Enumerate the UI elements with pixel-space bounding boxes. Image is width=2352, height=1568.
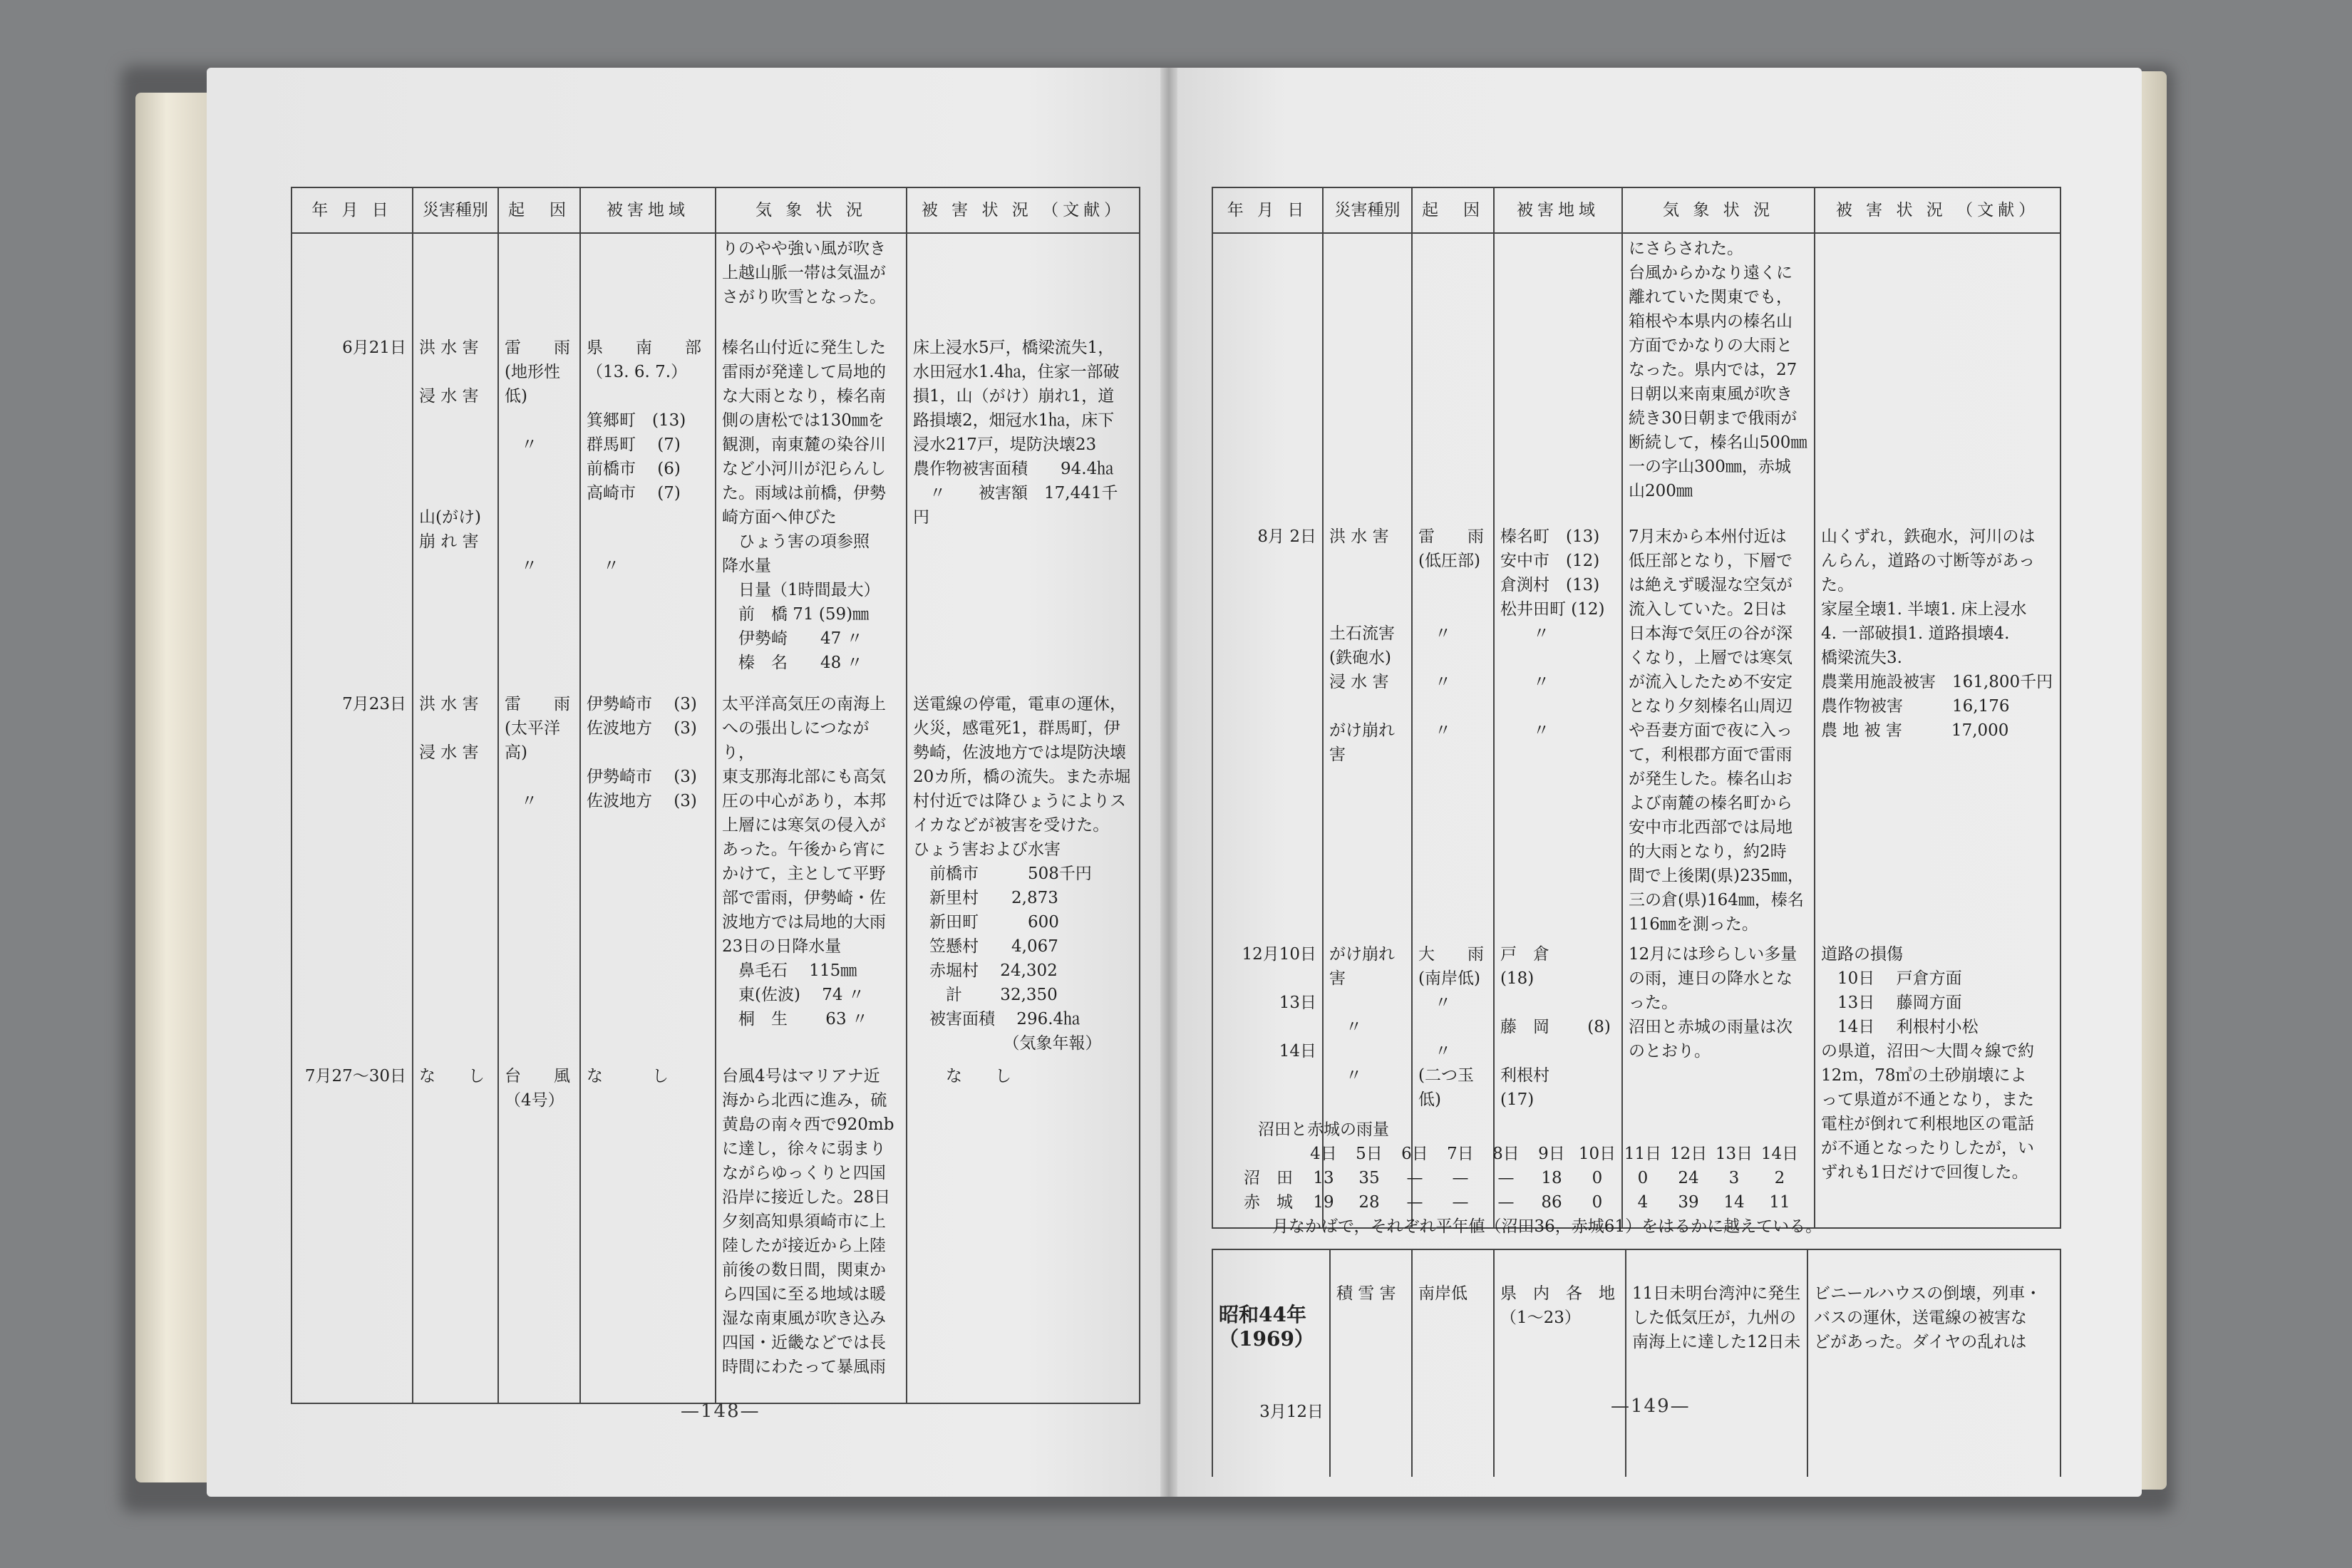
left-disaster-table bbox=[291, 187, 1140, 1404]
row-cause bbox=[1412, 233, 1494, 522]
page-edges-left bbox=[135, 93, 214, 1482]
table-row bbox=[1212, 522, 2060, 939]
rain-value: 0 bbox=[1592, 1169, 1603, 1187]
row-date: 3月12日 bbox=[1259, 1403, 1324, 1421]
rain-value: — bbox=[1497, 1193, 1515, 1212]
row-weather: 11日未明台湾沖に発生 した低気圧が，九州の 南海上に達した12日未 bbox=[1626, 1249, 1807, 1477]
header-damage: 被 害 状 況 （文献） bbox=[1815, 187, 2060, 233]
row-type bbox=[1323, 233, 1412, 522]
table-row bbox=[1212, 233, 2060, 522]
day-label: 12日 bbox=[1669, 1145, 1708, 1163]
day-label: 7日 bbox=[1447, 1145, 1474, 1163]
row-weather: にさらされた。 台風からかなり遠くに 離れていた関東でも， 箱根や本県内の榛名山 方面でかなりの大雨と なった。県内では，27 日朝以来南東風が吹き 続き30日朝まで俄雨が 断続して，榛名山500㎜ 一の字山300㎜，赤城 山200㎜ bbox=[1622, 233, 1815, 522]
rain-value: 28 bbox=[1358, 1193, 1380, 1212]
row-weather: 7月末から本州付近は 低圧部となり，下層で は絶えず暖湿な空気が 流入していた。2日は 日本海で気圧の谷が深 くなり，上層では寒気 が流入したため不安定 となり夕刻榛名山周辺 や吾妻方面で夜に入っ て，利根郡方面で雷雨 が発生した。榛名山お よび南麓の榛名町から 安中市北西部では局地 的大雨となり，約2時 間で上後閑(県)235㎜， 三の倉(県)164㎜，榛名 116㎜を測った。 bbox=[1622, 522, 1815, 939]
row-type bbox=[413, 233, 498, 333]
rain-value: 0 bbox=[1637, 1169, 1649, 1187]
rain-value: — bbox=[1497, 1169, 1515, 1187]
table-row bbox=[292, 333, 1140, 689]
rain-value: 19 bbox=[1313, 1193, 1334, 1212]
table-row bbox=[1212, 1249, 2060, 1477]
row-date: 6月21日 bbox=[292, 333, 413, 689]
row-damage: 床上浸水5戸，橋梁流失1， 水田冠水1.4㏊，住家一部破 損1，山（がけ）崩れ1，道 路損壊2，畑冠水1㏊，床下 浸水217戸，堤防決壊23 農作物被害面積 94.4㏊ 〃 被害額 17,441千円 bbox=[907, 333, 1140, 689]
day-label: 14日 bbox=[1760, 1145, 1799, 1163]
row-area: 県 内 各 地 （1～23） bbox=[1494, 1249, 1626, 1477]
row-weather: りのやや強い風が吹き 上越山脈一帯は気温が さがり吹雪となった。 bbox=[716, 233, 907, 333]
rain-value: 0 bbox=[1592, 1193, 1603, 1212]
row-date bbox=[1212, 233, 1323, 522]
day-label: 5日 bbox=[1356, 1145, 1383, 1163]
rainfall-row-akagi bbox=[1244, 1190, 2056, 1214]
row-damage bbox=[1815, 233, 2060, 522]
header-weather: 気 象 状 況 bbox=[716, 187, 907, 233]
header-damage: 被 害 状 況 （文献） bbox=[907, 187, 1140, 233]
day-label: 11日 bbox=[1624, 1145, 1662, 1163]
row-area: な し bbox=[580, 1061, 716, 1403]
day-label: 6日 bbox=[1401, 1145, 1428, 1163]
rain-value: 4 bbox=[1637, 1193, 1649, 1212]
table-row bbox=[292, 689, 1140, 1061]
row-cause: 雷 雨 (太平洋高) 〃 bbox=[498, 689, 580, 1061]
left-header-row bbox=[292, 187, 1140, 233]
row-type: がけ崩れ害 〃 〃 bbox=[1323, 939, 1412, 1228]
day-label: 4日 bbox=[1310, 1145, 1337, 1163]
row-area: 県 南 部 （13. 6. 7.） 箕郷町 (13) 群馬町 (7) 前橋市 (6) 高崎市 (7) 〃 bbox=[580, 333, 716, 689]
rain-value: — bbox=[1452, 1169, 1469, 1187]
row-date: 8月 2日 bbox=[1212, 522, 1323, 939]
row-weather: 榛名山付近に発生した 雷雨が発達して局地的 な大雨となり，榛名南 側の唐松では130㎜を 観測，南東麓の染谷川 など小河川が氾らんし た。雨域は前橋，伊勢 崎方面へ伸びた ひょう害の項参照 降水量 日量（1時間最大） 前 橋 71 (59)㎜ 伊勢崎 47 〃 榛 名 48 〃 bbox=[716, 333, 907, 689]
row-cause: 雷 雨 (地形性低) 〃 〃 bbox=[498, 333, 580, 689]
row-date: 7月27～30日 bbox=[292, 1061, 413, 1403]
rain-value: 18 bbox=[1541, 1169, 1562, 1187]
rainfall-note: 月なかばで，それぞれ平年値（沼田36，赤城61）をはるかに越えている。 bbox=[1272, 1217, 1822, 1236]
row-damage: 道路の損傷 10日 戸倉方面 13日 藤岡方面 14日 利根村小松 の県道，沼田～大間々線で約 12ｍ，78㎥の土砂崩壊によ って県道が不通となり，また 電柱が倒れて利根地区の電話 が不通となったりしたが，い ずれも1日だけで回復した。 bbox=[1815, 939, 2060, 1228]
rain-value: — bbox=[1406, 1169, 1423, 1187]
table-row bbox=[292, 233, 1140, 333]
row-type: 洪 水 害 浸 水 害 山(がけ) 崩 れ 害 bbox=[413, 333, 498, 689]
header-date: 年 月 日 bbox=[1212, 187, 1323, 233]
row-type: な し bbox=[413, 1061, 498, 1403]
row-damage bbox=[907, 233, 1140, 333]
header-area: 被害地域 bbox=[580, 187, 716, 233]
left-page-number: —148— bbox=[681, 1401, 760, 1422]
rainfall-days-row bbox=[1244, 1142, 2056, 1166]
row-cause bbox=[498, 233, 580, 333]
header-type: 災害種別 bbox=[413, 187, 498, 233]
row-area bbox=[580, 233, 716, 333]
row-type: 洪 水 害 浸 水 害 bbox=[413, 689, 498, 1061]
rain-value: 86 bbox=[1541, 1193, 1562, 1212]
header-cause: 起 因 bbox=[498, 187, 580, 233]
header-area: 被害地域 bbox=[1494, 187, 1622, 233]
rain-value: — bbox=[1452, 1193, 1469, 1212]
row-date: 7月23日 bbox=[292, 689, 413, 1061]
row-date: 12月10日 13日 14日 bbox=[1212, 939, 1323, 1228]
row-cause: 南岸低 bbox=[1412, 1249, 1494, 1477]
right-header-row bbox=[1212, 187, 2060, 233]
right-disaster-table bbox=[1212, 187, 2061, 1229]
row-cause: 大 雨 (南岸低) 〃 〃 (二つ玉低) bbox=[1412, 939, 1494, 1228]
row-area bbox=[1494, 233, 1622, 522]
rain-value: 3 bbox=[1728, 1169, 1740, 1187]
right-page-number: —149— bbox=[1611, 1396, 1691, 1417]
row-cause: 雷 雨 (低圧部) 〃 〃 〃 bbox=[1412, 522, 1494, 939]
day-label: 10日 bbox=[1578, 1145, 1616, 1163]
header-weather: 気 象 状 況 bbox=[1622, 187, 1815, 233]
row-damage: な し bbox=[907, 1061, 1140, 1403]
row-area: 戸 倉 (18) 藤 岡 (8) 利根村 (17) bbox=[1494, 939, 1622, 1228]
book-gutter bbox=[1160, 68, 1177, 1497]
day-label: 9日 bbox=[1538, 1145, 1565, 1163]
station-label: 沼 田 bbox=[1244, 1169, 1293, 1187]
row-cause: 台 風 （4号） bbox=[498, 1061, 580, 1403]
row-weather: 台風4号はマリアナ近 海から北西に進み，硫 黄島の南々西で920mb に達し，徐々に弱まり ながらゆっくりと四国 沿岸に接近した。28日 夕刻高知県須崎市に上 陸したが接近から上陸 前後の数日間，関東か ら四国に至る地域は暖 湿な南東風が吹き込み 四国・近畿などでは長 時間にわたって暴風雨 bbox=[716, 1061, 907, 1403]
rain-value: 11 bbox=[1769, 1193, 1790, 1212]
header-date: 年 月 日 bbox=[292, 187, 413, 233]
row-type: 洪 水 害 土石流害 (鉄砲水) 浸 水 害 がけ崩れ害 bbox=[1323, 522, 1412, 939]
rain-value: 2 bbox=[1774, 1169, 1785, 1187]
rainfall-caption: 沼田と赤城の雨量 bbox=[1258, 1120, 1389, 1139]
row-date bbox=[292, 233, 413, 333]
header-type: 災害種別 bbox=[1323, 187, 1412, 233]
row-weather: 太平洋高気圧の南海上 への張出しにつながり， 東支那海北部にも高気 圧の中心があり，本邦 上層には寒気の侵入が あった。午後から宵に かけて，主として平野 部で雷雨，伊勢崎・佐 波地方では局地的大雨 23日の日降水量 鼻毛石 115㎜ 東(佐波) 74 〃 桐 生 63 〃 bbox=[716, 689, 907, 1061]
row-damage: 山くずれ，鉄砲水，河川のは んらん，道路の寸断等があっ た。 家屋全壊1. 半壊1. 床上浸水 4. 一部破損1. 道路損壊4. 橋梁流失3. 農業用施設被害 161,800千円 農作物被害 16,176 農 地 被 害 17,000 bbox=[1815, 522, 2060, 939]
rain-value: 24 bbox=[1678, 1169, 1699, 1187]
day-label: 13日 bbox=[1715, 1145, 1753, 1163]
rainfall-table bbox=[1244, 1118, 2056, 1239]
table-row bbox=[292, 1061, 1140, 1403]
station-label: 赤 城 bbox=[1244, 1193, 1293, 1212]
row-damage: 送電線の停電，電車の運休， 火災，感電死1，群馬町，伊 勢崎，佐波地方では堤防決壊 20カ所，橋の流失。また赤堀 村付近では降ひょうによりス イカなどが被害を受けた。 ひょう害および水害 前橋市 508千円 新里村 2,873 新田町 600 笠懸村 4,067 赤堀村 24,302 計 32,350 被害面積 296.4㏊ （気象年報） bbox=[907, 689, 1140, 1061]
rain-value: 35 bbox=[1358, 1169, 1380, 1187]
rain-value: 14 bbox=[1723, 1193, 1745, 1212]
row-area: 伊勢崎市 (3) 佐波地方 (3) 伊勢崎市 (3) 佐波地方 (3) bbox=[580, 689, 716, 1061]
row-type: 積 雪 害 bbox=[1330, 1249, 1412, 1477]
rain-value: 39 bbox=[1678, 1193, 1699, 1212]
rain-value: — bbox=[1406, 1193, 1423, 1212]
row-area: 榛名町 (13) 安中市 (12) 倉渕村 (13) 松井田町 (12) 〃 〃 〃 bbox=[1494, 522, 1622, 939]
day-label: 8日 bbox=[1492, 1145, 1520, 1163]
row-weather: 12月には珍らしい多量 の雨，連日の降水とな った。 沼田と赤城の雨量は次 のとおり。 bbox=[1622, 939, 1815, 1228]
rainfall-row-numata bbox=[1244, 1166, 2056, 1190]
rain-value: 13 bbox=[1313, 1169, 1334, 1187]
row-damage: ビニールハウスの倒壊，列車・ バスの運休，送電線の被害な どがあった。ダイヤの乱れは bbox=[1807, 1249, 2060, 1477]
showa44-table bbox=[1212, 1249, 2061, 1477]
header-cause: 起 因 bbox=[1412, 187, 1494, 233]
era-label: 昭和44年 （1969） bbox=[1219, 1303, 1314, 1351]
